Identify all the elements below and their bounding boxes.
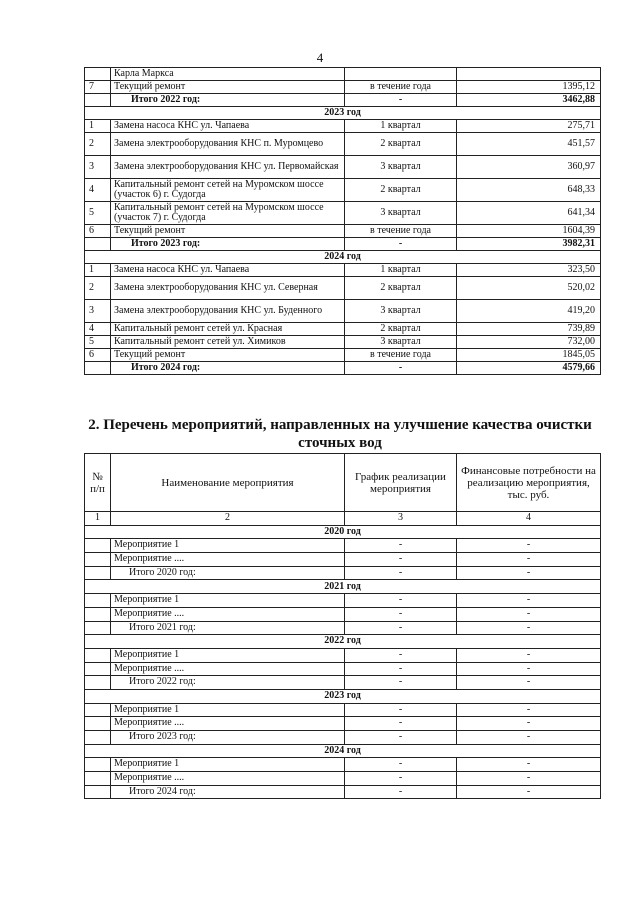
row-number: [85, 731, 111, 745]
amount: 1395,12: [457, 81, 601, 94]
year-header-row: [85, 635, 601, 649]
row-number: 3: [85, 300, 111, 323]
year-header-row: [85, 251, 601, 264]
year-label: 2021 год: [85, 580, 601, 594]
page-number: 4: [316, 50, 324, 65]
year-header-row: [85, 744, 601, 758]
row-number: [85, 676, 111, 690]
amount: -: [457, 566, 601, 580]
measure-name: Замена электрооборудования КНС ул. Первомайская: [111, 156, 345, 179]
amount: -: [457, 785, 601, 799]
table-row: [85, 156, 601, 179]
amount: -: [457, 676, 601, 690]
amount: 520,02: [457, 277, 601, 300]
total-label: Итого 2022 год:: [111, 94, 345, 107]
amount: 419,20: [457, 300, 601, 323]
period: в течение года: [345, 81, 457, 94]
measure-name: Карла Маркса: [111, 68, 345, 81]
period: -: [345, 772, 457, 786]
total-label: Итого 2022 год:: [111, 676, 345, 690]
amount: -: [457, 539, 601, 553]
row-number: [85, 539, 111, 553]
table-row: [85, 607, 601, 621]
total-amount: 4579,66: [457, 362, 601, 375]
table-2-measures: [84, 453, 601, 799]
table-row: [85, 594, 601, 608]
row-number: [85, 648, 111, 662]
year-label: 2024 год: [85, 744, 601, 758]
total-row: [85, 785, 601, 799]
row-number: [85, 662, 111, 676]
row-number: 6: [85, 349, 111, 362]
total-label: Итого 2020 год:: [111, 566, 345, 580]
table-row: [85, 703, 601, 717]
row-number: [85, 566, 111, 580]
amount: 360,97: [457, 156, 601, 179]
measure-name: Мероприятие 1: [111, 594, 345, 608]
amount: -: [457, 594, 601, 608]
total-label: Итого 2023 год:: [111, 731, 345, 745]
measure-name: Мероприятие 1: [111, 648, 345, 662]
header-schedule: График реализации мероприятия: [345, 454, 457, 512]
amount: 1604,39: [457, 225, 601, 238]
row-number: [85, 553, 111, 567]
period: -: [345, 607, 457, 621]
table-row: [85, 758, 601, 772]
measure-name: Замена насоса КНС ул. Чапаева: [111, 120, 345, 133]
period: 2 квартал: [345, 323, 457, 336]
amount: 1845,05: [457, 349, 601, 362]
measure-name: Мероприятие 1: [111, 703, 345, 717]
total-row: [85, 238, 601, 251]
period: 1 квартал: [345, 120, 457, 133]
period: 3 квартал: [345, 336, 457, 349]
table-row: [85, 81, 601, 94]
total-label: Итого 2024 год:: [111, 362, 345, 375]
amount: -: [457, 772, 601, 786]
table-row: [85, 133, 601, 156]
measure-name: Мероприятие ....: [111, 607, 345, 621]
period: -: [345, 648, 457, 662]
period: -: [345, 621, 457, 635]
measure-name: Мероприятие 1: [111, 539, 345, 553]
row-number: [85, 607, 111, 621]
row-number: 6: [85, 225, 111, 238]
period: -: [345, 717, 457, 731]
period: -: [345, 238, 457, 251]
table-row: [85, 277, 601, 300]
table-row: [85, 323, 601, 336]
amount: [457, 68, 601, 81]
table-row: [85, 539, 601, 553]
period: 3 квартал: [345, 300, 457, 323]
table-row: [85, 202, 601, 225]
measure-name: Мероприятие ....: [111, 772, 345, 786]
amount: 323,50: [457, 264, 601, 277]
column-number: 2: [111, 512, 345, 526]
table-row: [85, 120, 601, 133]
period: 3 квартал: [345, 202, 457, 225]
table-1-measures: [84, 67, 601, 375]
row-number: 5: [85, 202, 111, 225]
row-number: [85, 717, 111, 731]
year-header-row: [85, 525, 601, 539]
column-numbers-row: [85, 512, 601, 526]
row-number: 4: [85, 179, 111, 202]
measure-name: Мероприятие ....: [111, 553, 345, 567]
table-row: [85, 717, 601, 731]
period: 2 квартал: [345, 133, 457, 156]
measure-name: Капитальный ремонт сетей на Муромском шоссе (участок 7) г. Судогда: [111, 202, 345, 225]
row-number: [85, 621, 111, 635]
row-number: 3: [85, 156, 111, 179]
period: 3 квартал: [345, 156, 457, 179]
measure-name: Текущий ремонт: [111, 349, 345, 362]
row-number: 1: [85, 264, 111, 277]
total-row: [85, 676, 601, 690]
row-number: [85, 703, 111, 717]
amount: -: [457, 621, 601, 635]
amount: -: [457, 758, 601, 772]
table-2-header-row: [85, 454, 601, 512]
table-row: [85, 300, 601, 323]
amount: 732,00: [457, 336, 601, 349]
measure-name: Капитальный ремонт сетей ул. Красная: [111, 323, 345, 336]
row-number: [85, 68, 111, 81]
table-row: [85, 179, 601, 202]
measure-name: Капитальный ремонт сетей на Муромском шоссе (участок 6) г. Судогда: [111, 179, 345, 202]
period: -: [345, 362, 457, 375]
row-number: 7: [85, 81, 111, 94]
table-row: [85, 553, 601, 567]
measure-name: Текущий ремонт: [111, 225, 345, 238]
row-number: [85, 362, 111, 375]
table-row: [85, 772, 601, 786]
year-label: 2023 год: [85, 107, 601, 120]
amount: -: [457, 662, 601, 676]
column-number: 1: [85, 512, 111, 526]
amount: 641,34: [457, 202, 601, 225]
period: -: [345, 662, 457, 676]
amount: -: [457, 553, 601, 567]
amount: -: [457, 607, 601, 621]
total-row: [85, 621, 601, 635]
amount: -: [457, 717, 601, 731]
year-label: 2020 год: [85, 525, 601, 539]
row-number: [85, 94, 111, 107]
measure-name: Мероприятие ....: [111, 662, 345, 676]
period: -: [345, 758, 457, 772]
total-amount: 3982,31: [457, 238, 601, 251]
row-number: [85, 785, 111, 799]
table-row: [85, 662, 601, 676]
year-header-row: [85, 107, 601, 120]
period: 2 квартал: [345, 277, 457, 300]
section-2-title: 2. Перечень мероприятий, направленных на улучшение качества очистки сточных вод: [88, 417, 592, 451]
amount: 275,71: [457, 120, 601, 133]
column-number: 3: [345, 512, 457, 526]
period: -: [345, 94, 457, 107]
period: в течение года: [345, 225, 457, 238]
row-number: 2: [85, 133, 111, 156]
period: -: [345, 539, 457, 553]
header-number: № п/п: [85, 454, 111, 512]
table-row: [85, 648, 601, 662]
period: -: [345, 676, 457, 690]
period: -: [345, 785, 457, 799]
total-row: [85, 731, 601, 745]
total-label: Итого 2021 год:: [111, 621, 345, 635]
period: -: [345, 703, 457, 717]
period: 1 квартал: [345, 264, 457, 277]
period: -: [345, 731, 457, 745]
measure-name: Замена электрооборудования КНС ул. Северная: [111, 277, 345, 300]
year-label: 2022 год: [85, 635, 601, 649]
header-name: Наименование мероприятия: [111, 454, 345, 512]
row-number: [85, 594, 111, 608]
column-number: 4: [457, 512, 601, 526]
period: [345, 68, 457, 81]
amount: 451,57: [457, 133, 601, 156]
amount: -: [457, 703, 601, 717]
total-row: [85, 362, 601, 375]
period: 2 квартал: [345, 179, 457, 202]
total-row: [85, 566, 601, 580]
measure-name: Замена насоса КНС ул. Чапаева: [111, 264, 345, 277]
table-row: [85, 68, 601, 81]
measure-name: Замена электрооборудования КНС п. Муромцево: [111, 133, 345, 156]
amount: -: [457, 648, 601, 662]
table-row: [85, 225, 601, 238]
period: -: [345, 594, 457, 608]
row-number: 2: [85, 277, 111, 300]
row-number: 1: [85, 120, 111, 133]
table-row: [85, 264, 601, 277]
year-header-row: [85, 580, 601, 594]
amount: 739,89: [457, 323, 601, 336]
row-number: [85, 758, 111, 772]
table-row: [85, 336, 601, 349]
table-row: [85, 349, 601, 362]
total-label: Итого 2024 год:: [111, 785, 345, 799]
year-label: 2023 год: [85, 689, 601, 703]
measure-name: Мероприятие 1: [111, 758, 345, 772]
year-label: 2024 год: [85, 251, 601, 264]
period: -: [345, 553, 457, 567]
header-finance: Финансовые потребности на реализацию мероприятия, тыс. руб.: [457, 454, 601, 512]
amount: 648,33: [457, 179, 601, 202]
period: в течение года: [345, 349, 457, 362]
year-header-row: [85, 689, 601, 703]
total-row: [85, 94, 601, 107]
row-number: 5: [85, 336, 111, 349]
row-number: 4: [85, 323, 111, 336]
measure-name: Текущий ремонт: [111, 81, 345, 94]
measure-name: Мероприятие ....: [111, 717, 345, 731]
total-label: Итого 2023 год:: [111, 238, 345, 251]
amount: -: [457, 731, 601, 745]
total-amount: 3462,88: [457, 94, 601, 107]
measure-name: Замена электрооборудования КНС ул. Буденного: [111, 300, 345, 323]
row-number: [85, 238, 111, 251]
period: -: [345, 566, 457, 580]
measure-name: Капитальный ремонт сетей ул. Химиков: [111, 336, 345, 349]
row-number: [85, 772, 111, 786]
